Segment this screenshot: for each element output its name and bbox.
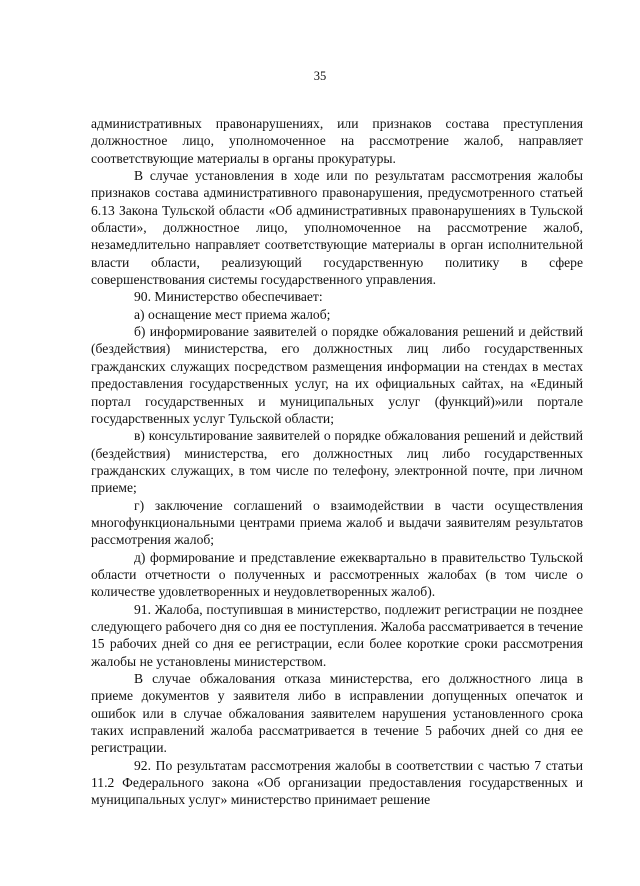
paragraph-92: 92. По результатам рассмотрения жалобы в соответствии с частью 7 статьи 11.2 Федерального закона «Об организации предоставления государственных и муниципальных услуг» министерство принимает решение (91, 757, 583, 808)
page-number: 35 (313, 69, 327, 83)
paragraph-90-v: в) консультирование заявителей о порядке обжалования решений и действий (бездействия) министерства, его должностных лиц либо государственных гражданских служащих, в том числе по телефону, электронной почте, при личном приеме; (91, 428, 583, 496)
paragraph-90-a: а) оснащение мест приема жалоб; (134, 306, 331, 322)
paragraph-90-g: г) заключение соглашений о взаимодействии в части осуществления многофункциональными центрами приема жалоб и выдачи заявителям результатов рассмотрения жалоб; (91, 497, 583, 548)
paragraph-91-refusal: В случае обжалования отказа министерства, его должностного лица в приеме документов у заявителя либо в исправлении допущенных опечаток и ошибок или в случае обжалования заявителем нарушения установленного срока таких исправлений жалоба рассматривается в течение 5 рабочих дней со дня ее регистрации. (91, 671, 583, 756)
paragraph-91: 91. Жалоба, поступившая в министерство, подлежит регистрации не позднее следующего рабочего дня со дня ее поступления. Жалоба рассматривается в течение 15 рабочих дней со дня ее регистрации, если более короткие сроки рассмотрения жалобы не установлены министерством. (91, 601, 583, 669)
paragraph-prosecutor-referral: административных правонарушениях, или признаков состава преступления должностное лицо, уполномоченное на рассмотрение жалоб, направляет соответствующие материалы в органы прокуратуры. (91, 116, 583, 166)
paragraph-90-d: д) формирование и представление ежеквартально в правительство Тульской области отчетности о полученных и рассмотренных жалобах (в том числе о количестве удовлетворенных и неудовлетворенных жалоб). (91, 549, 583, 600)
document-body (91, 115, 583, 809)
paragraph-90-b: б) информирование заявителей о порядке обжалования решений и действий (бездействия) министерства, его должностных лиц либо государственных гражданских служащих посредством размещения информации на стендах в местах предоставления государственных услуг, на их официальных сайтах, на «Единый портал государственных и муниципальных услуг (функций)»или портале государственных услуг Тульской области; (91, 324, 583, 426)
paragraph-90-heading: 90. Министерство обеспечивает: (134, 289, 323, 305)
paragraph-administrative-offense: В случае установления в ходе или по результатам рассмотрения жалобы признаков состава административного правонарушения, предусмотренного статьей 6.13 Закона Тульской области «Об административных правонарушениях в Тульской области», должностное лицо, уполномоченное на рассмотрение жалоб, незамедлительно направляет соответствующие материалы в орган исполнительной власти области, реализующий государственную политику в сфере совершенствования системы государственного управления. (91, 168, 583, 288)
